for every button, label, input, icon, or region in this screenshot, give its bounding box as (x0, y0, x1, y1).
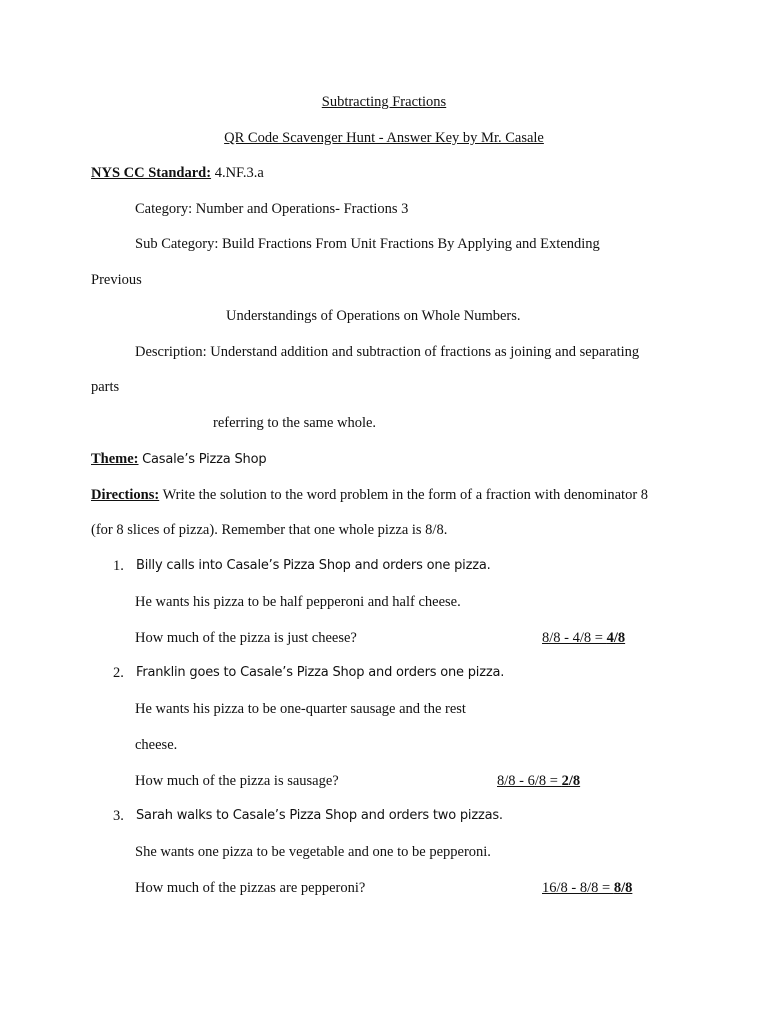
standard-line (91, 164, 264, 182)
problem-2-line-2: He wants his pizza to be one-quarter sausage and the rest (135, 701, 466, 717)
problem-3-line-1: Sarah walks to Casale’s Pizza Shop and orders two pizzas. (136, 808, 503, 823)
problem-2-line-3: cheese. (135, 737, 178, 753)
problem-2-question: How much of the pizza is sausage? (135, 773, 339, 789)
subcategory-line-2: Previous (91, 272, 142, 288)
problem-3-answer: 8/8 (613, 880, 633, 896)
problem-1-answer: 4/8 (606, 630, 626, 646)
subcategory-line-3: Understandings of Operations on Whole Numbers. (226, 308, 521, 324)
document-subtitle: QR Code Scavenger Hunt - Answer Key by Mr. Casale (224, 130, 544, 146)
description-line-3: referring to the same whole. (213, 415, 377, 431)
problem-2-equation-text: 8/8 - 6/8 = (497, 773, 562, 789)
problem-3-line-2: She wants one pizza to be vegetable and one to be pepperoni. (135, 844, 491, 860)
document-title: Subtracting Fractions (321, 94, 447, 110)
directions-text-1: Write the solution to the word problem in the form of a fraction with denominator 8 (162, 487, 649, 503)
subcategory-line-1: Sub Category: Build Fractions From Unit Fractions By Applying and Extending (135, 236, 600, 252)
problem-2-equation (497, 772, 580, 790)
description-line-2: parts (91, 379, 120, 395)
theme-label: Theme: (91, 451, 139, 467)
problem-2-answer: 2/8 (561, 773, 581, 789)
problem-1-number: 1. (113, 558, 124, 574)
problem-1-equation-text: 8/8 - 4/8 = (542, 630, 607, 646)
description-line-1: Description: Understand addition and subtraction of fractions as joining and separating (135, 344, 640, 360)
directions-label: Directions: (91, 487, 160, 503)
problem-1-equation (542, 629, 625, 647)
problem-3-equation (542, 879, 632, 897)
problem-3-equation-text: 16/8 - 8/8 = (542, 880, 614, 896)
problem-3-number: 3. (113, 808, 124, 824)
problem-3-question: How much of the pizzas are pepperoni? (135, 880, 366, 896)
standard-label: NYS CC Standard: (91, 165, 212, 181)
theme-value: Casale’s Pizza Shop (142, 452, 267, 467)
problem-2-number: 2. (113, 665, 124, 681)
problem-1-line-1: Billy calls into Casale’s Pizza Shop and orders one pizza. (136, 558, 491, 573)
problem-2-line-1: Franklin goes to Casale’s Pizza Shop and orders one pizza. (136, 665, 505, 680)
directions-line-1 (91, 486, 648, 504)
problem-1-line-2: He wants his pizza to be half pepperoni and half cheese. (135, 594, 461, 610)
theme-line (91, 450, 266, 469)
category-line: Category: Number and Operations- Fractions 3 (135, 201, 409, 217)
directions-line-2: (for 8 slices of pizza). Remember that one whole pizza is 8/8. (91, 522, 448, 538)
problem-1-question: How much of the pizza is just cheese? (135, 630, 357, 646)
standard-value: 4.NF.3.a (214, 165, 264, 181)
